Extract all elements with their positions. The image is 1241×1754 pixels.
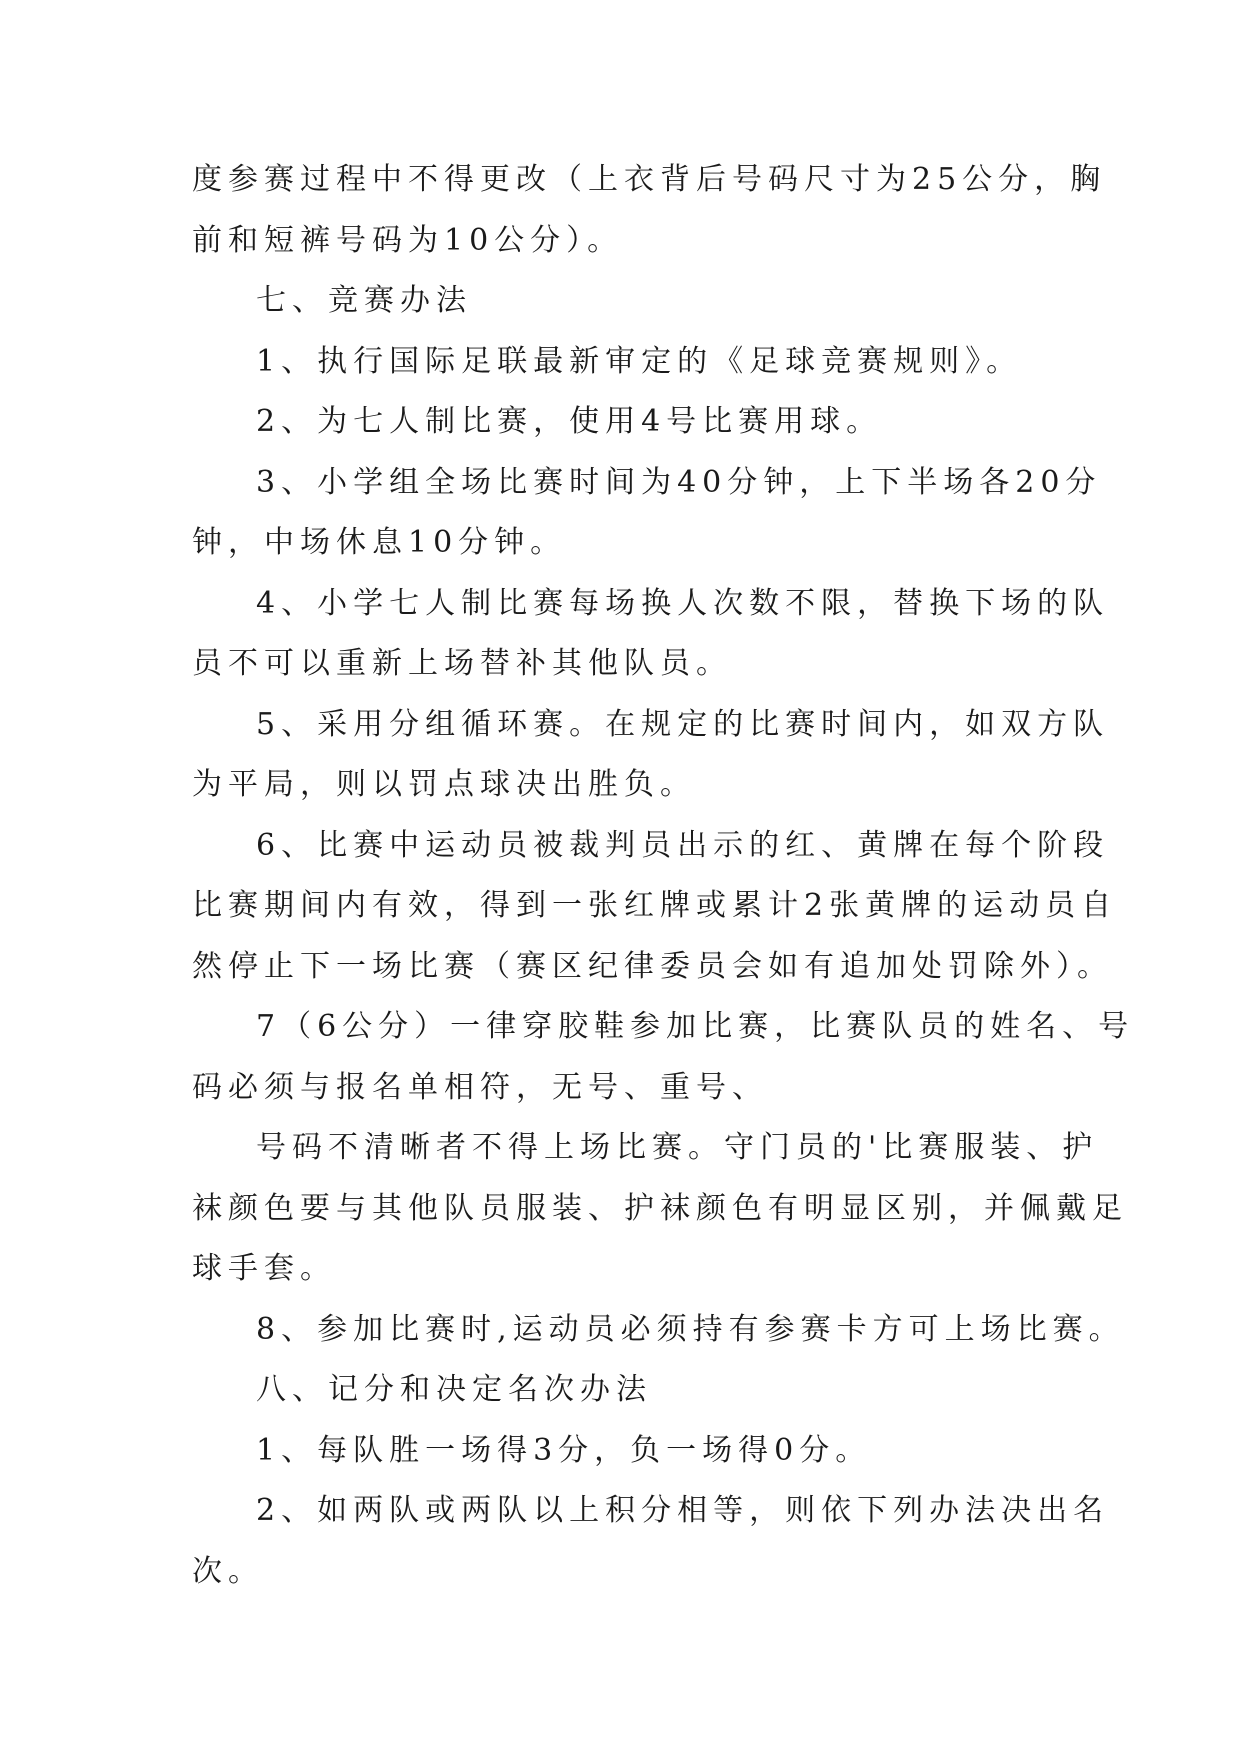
text-line: 8、参加比赛时,运动员必须持有参赛卡方可上场比赛。 [256,1311,1125,1347]
text-line: 1、执行国际足联最新审定的《足球竞赛规则》。 [256,343,1023,379]
text-line: 7（6公分）一律穿胶鞋参加比赛，比赛队员的姓名、号 [256,1009,1135,1044]
text-line: 4、小学七人制比赛每场换人次数不限，替换下场的队 [256,585,1110,621]
section-heading: 八、记分和决定名次办法 [256,1372,652,1407]
text-line: 比赛期间内有效，得到一张红牌或累计2张黄牌的运动员自 [192,888,1118,923]
text-line: 钟，中场休息10分钟。 [192,525,567,560]
document-body [192,150,1135,1602]
text-line: 前和短裤号码为10公分）。 [192,222,624,258]
text-line: 然停止下一场比赛（赛区纪律委员会如有追加处罚除外）。 [192,948,1113,984]
text-line: 6、比赛中运动员被裁判员出示的红、黄牌在每个阶段 [256,827,1110,863]
text-line: 次。 [192,1553,264,1589]
section-heading: 七、竞赛办法 [256,283,472,318]
text-line: 号码不清晰者不得上场比赛。守门员的'比赛服装、护 [256,1130,1099,1165]
text-line: 5、采用分组循环赛。在规定的比赛时间内，如双方队 [256,706,1110,742]
text-line: 袜颜色要与其他队员服装、护袜颜色有明显区别，并佩戴足 [192,1190,1128,1226]
text-line: 为平局，则以罚点球决出胜负。 [192,767,696,802]
text-line: 2、如两队或两队以上积分相等，则依下列办法决出名 [256,1493,1110,1528]
text-line: 码必须与报名单相符，无号、重号、 [192,1069,768,1105]
text-line: 球手套。 [192,1251,336,1286]
text-line: 2、为七人制比赛，使用4号比赛用球。 [256,404,883,439]
text-line: 员不可以重新上场替补其他队员。 [192,646,732,681]
text-line: 3、小学组全场比赛时间为40分钟，上下半场各20分 [256,464,1102,500]
text-line: 度参赛过程中不得更改（上衣背后号码尺寸为25公分，胸 [192,162,1107,197]
text-line: 1、每队胜一场得3分，负一场得0分。 [256,1432,872,1468]
